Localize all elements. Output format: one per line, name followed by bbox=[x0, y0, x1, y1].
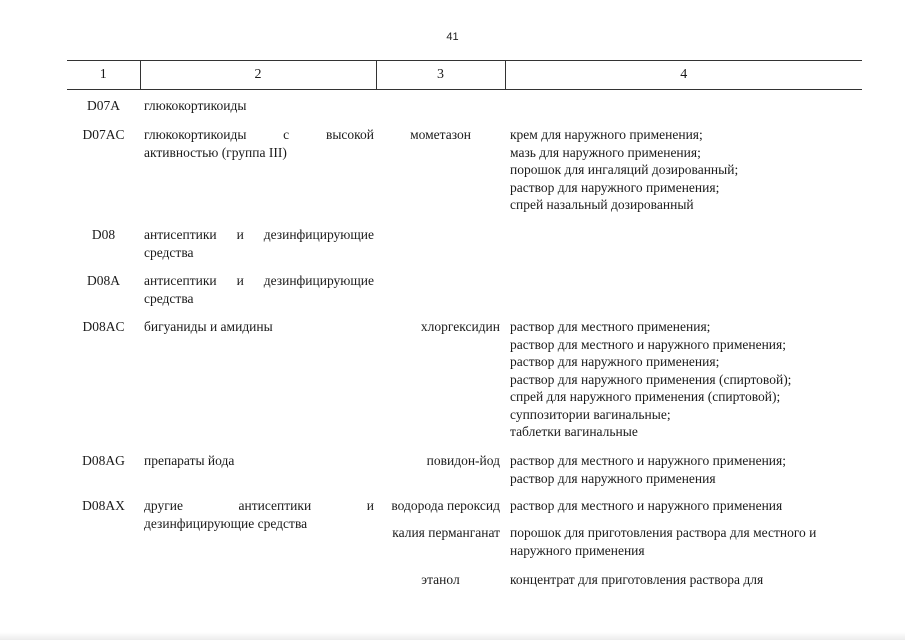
atc-code: D08AC bbox=[82, 319, 125, 334]
dosage-form: раствор для наружного применения; bbox=[510, 179, 720, 195]
dosage-forms bbox=[510, 126, 860, 214]
inn-name: повидон-йод bbox=[426, 453, 500, 468]
dosage-form: спрей назальный дозированный bbox=[510, 197, 694, 212]
dosage-form: раствор для наружного применения bbox=[510, 470, 716, 486]
column-header-4: 4 bbox=[505, 61, 862, 90]
inn-name: мометазон bbox=[410, 127, 471, 142]
group-name-line: дезинфицирующие средства bbox=[144, 515, 308, 531]
column-header-1: 1 bbox=[67, 61, 140, 90]
inn-name: этанол bbox=[421, 572, 460, 587]
column-header-3: 3 bbox=[376, 61, 505, 90]
atc-code: D08A bbox=[87, 273, 120, 288]
dosage-forms bbox=[510, 452, 860, 487]
group-name-line: средства bbox=[144, 290, 194, 306]
inn-name: хлоргексидин bbox=[420, 319, 500, 334]
group-name-line: глюкокортикоиды с высокой bbox=[144, 127, 374, 142]
dosage-forms bbox=[510, 524, 860, 559]
dosage-form: мазь для наружного применения; bbox=[510, 144, 701, 160]
dosage-form: концентрат для приготовления раствора для bbox=[510, 572, 764, 587]
group-name-line: глюкокортикоиды bbox=[144, 98, 247, 113]
group-name-line: активностью (группа III) bbox=[144, 144, 287, 160]
atc-code: D08 bbox=[91, 227, 116, 242]
group-name-line: препараты йода bbox=[144, 453, 235, 468]
dosage-form: наружного применения bbox=[510, 542, 645, 558]
dosage-form: раствор для наружного применения (спиртовой); bbox=[510, 371, 792, 387]
dosage-forms bbox=[510, 497, 860, 515]
inn-name: калия перманганат bbox=[392, 525, 500, 540]
dosage-form: порошок для ингаляций дозированный; bbox=[510, 162, 739, 177]
page-number: 41 bbox=[446, 31, 459, 43]
dosage-form: суппозитории вагинальные; bbox=[510, 406, 671, 422]
dosage-form: порошок для приготовления раствора для местного и bbox=[510, 525, 817, 540]
group-name-line: другие антисептики и bbox=[144, 498, 374, 513]
dosage-form: раствор для наружного применения; bbox=[510, 354, 720, 369]
group-name-line: антисептики и дезинфицирующие bbox=[144, 227, 374, 242]
group-name bbox=[144, 452, 374, 470]
atc-code: D08AG bbox=[82, 453, 125, 468]
group-name bbox=[144, 126, 374, 161]
dosage-form: раствор для местного и наружного применения; bbox=[510, 336, 786, 352]
inn-name: водорода пероксид bbox=[391, 498, 500, 513]
group-name bbox=[144, 497, 374, 532]
dosage-form: раствор для местного и наружного применения bbox=[510, 498, 783, 513]
dosage-form: раствор для местного применения; bbox=[510, 319, 711, 334]
dosage-form: спрей для наружного применения (спиртовой); bbox=[510, 389, 781, 404]
group-name-line: средства bbox=[144, 244, 194, 260]
atc-code: D07A bbox=[87, 98, 120, 113]
dosage-form: раствор для местного и наружного применения; bbox=[510, 453, 786, 468]
table-header bbox=[67, 60, 862, 90]
dosage-forms bbox=[510, 571, 860, 589]
group-name bbox=[144, 318, 374, 336]
dosage-form: таблетки вагинальные bbox=[510, 424, 638, 439]
atc-code: D08AX bbox=[82, 498, 125, 513]
column-header-2: 2 bbox=[140, 61, 376, 90]
dosage-form: крем для наружного применения; bbox=[510, 127, 703, 142]
group-name-line: антисептики и дезинфицирующие bbox=[144, 273, 374, 288]
scan-edge-shadow bbox=[0, 632, 905, 640]
group-name bbox=[144, 226, 374, 261]
group-name-line: бигуаниды и амидины bbox=[144, 319, 273, 334]
group-name bbox=[144, 97, 374, 115]
dosage-forms bbox=[510, 318, 860, 441]
atc-code: D07AC bbox=[82, 127, 125, 142]
group-name bbox=[144, 272, 374, 307]
